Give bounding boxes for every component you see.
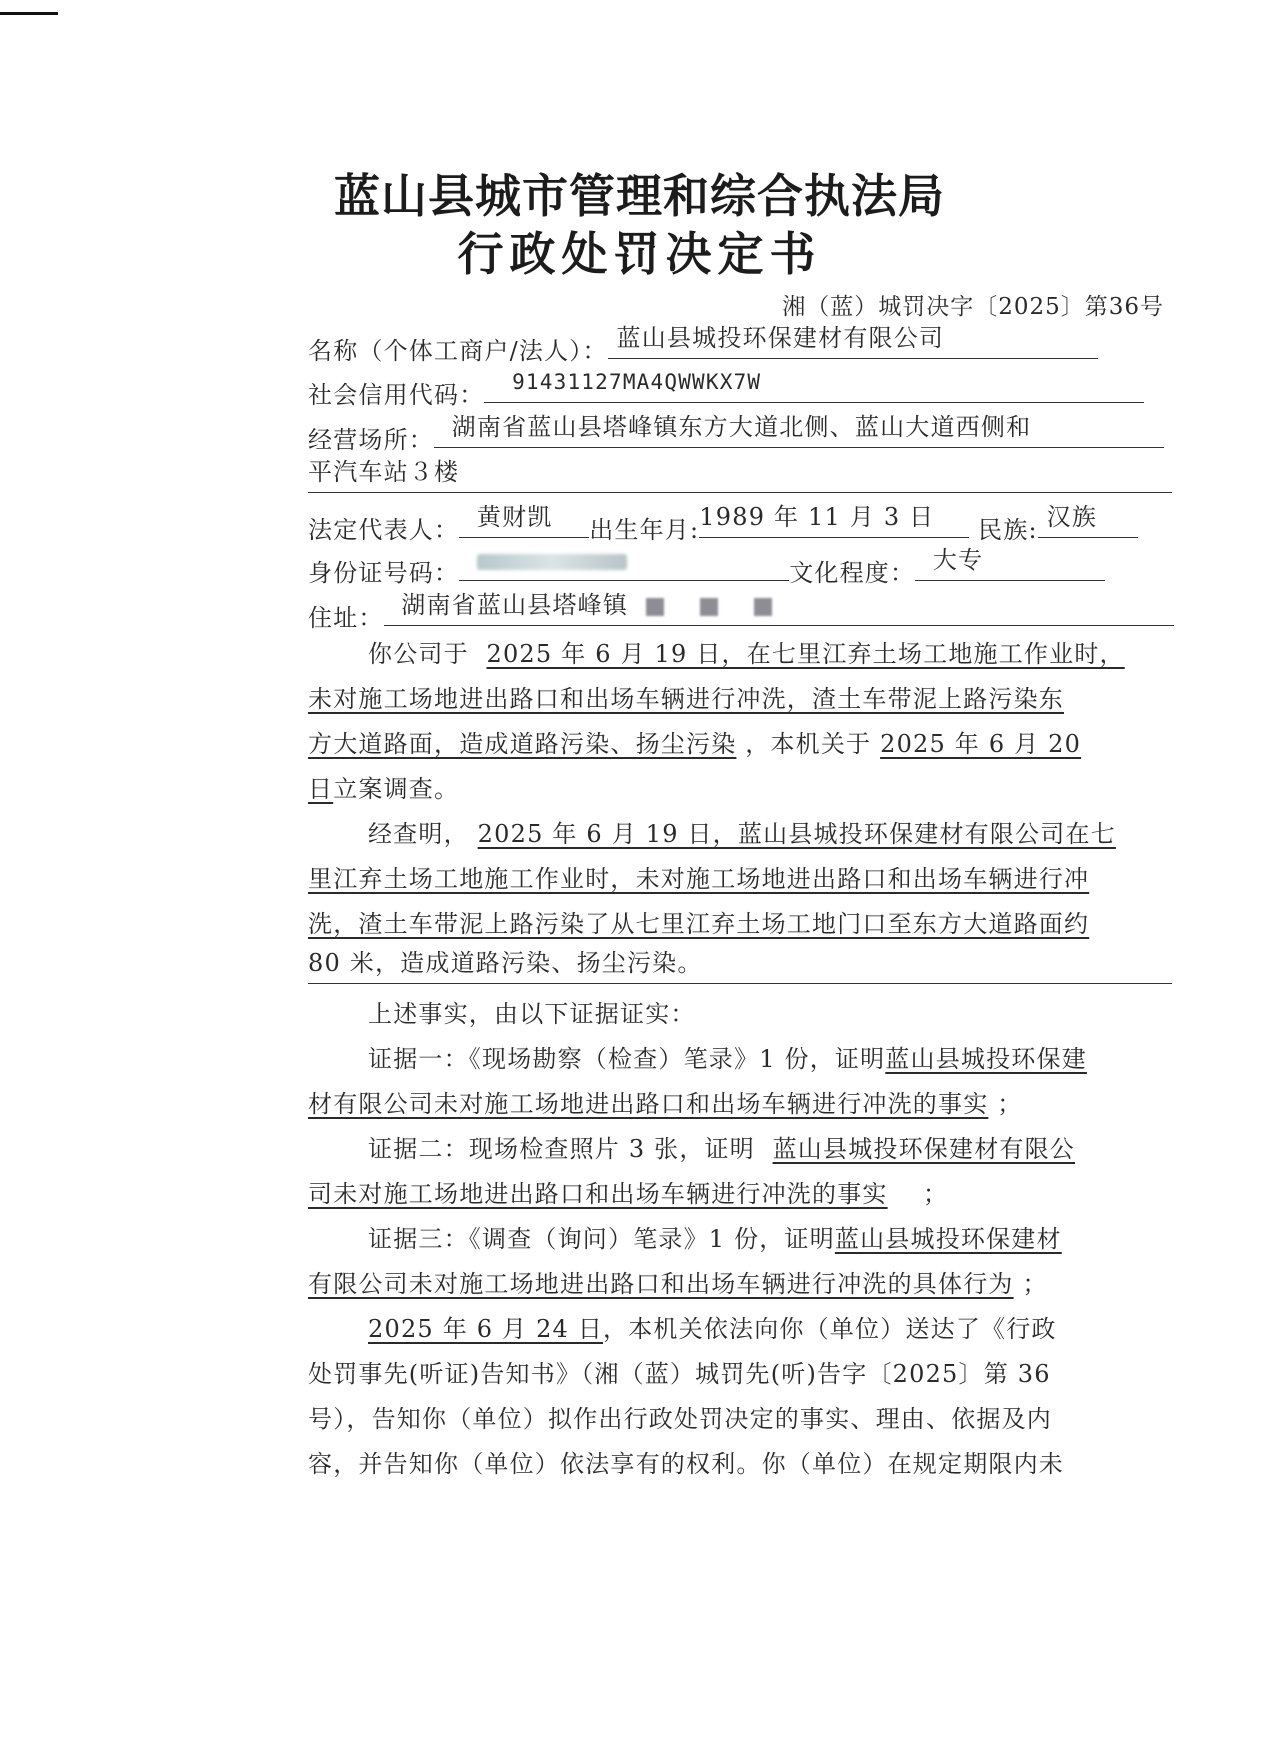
evidence-3-line: 有限公司未对施工场地进出路口和出场车辆进行冲洗的具体行为 ； [308, 1270, 1048, 1298]
paragraph-1-line: 未对施工场地进出路口和出场车辆进行冲洗，渣土车带泥上路污染东 [308, 685, 1064, 713]
field-birth-value: 1989 年 11 月 3 日 [699, 497, 969, 538]
field-addr-label: 住址： [308, 604, 384, 632]
redaction-blur [477, 554, 627, 570]
field-id-label: 身份证号码： [308, 559, 460, 587]
field-rep-value: 黄财凯 [459, 497, 589, 538]
field-place-value-2: 平汽车站３楼 [308, 452, 1172, 493]
field-edu-value: 大专 [915, 540, 1105, 581]
scan-corner-mark [0, 12, 58, 15]
paragraph-2-line: 洗，渣土车带泥上路污染了从七里江弃土场工地门口至东方大道路面约 [308, 910, 1090, 938]
evidence-2-line: 司未对施工场地进出路口和出场车辆进行冲洗的事实 ； [308, 1180, 949, 1208]
field-addr-value: 湖南省蓝山县塔峰镇 [384, 585, 1174, 626]
redaction-blur [700, 598, 718, 616]
field-place-label: 经营场所： [308, 426, 434, 454]
field-name-value: 蓝山县城投环保建材有限公司 [608, 318, 1098, 359]
paragraph-2-line: 经查明， 2025 年 6 月 19 日，蓝山县城投环保建材有限公司在七 [368, 820, 1116, 848]
field-credit-label: 社会信用代码： [308, 381, 485, 409]
redaction-blur [646, 598, 664, 616]
field-place-value-1: 湖南省蓝山县塔峰镇东方大道北侧、蓝山大道西侧和 [434, 407, 1164, 448]
evidence-2-line: 证据二：现场检查照片 3 张，证明 蓝山县城投环保建材有限公 [368, 1135, 1076, 1163]
paragraph-2-line: 80 米，造成道路污染、扬尘污染。 [308, 943, 1174, 995]
paragraph-4-line: 处罚事先(听证)告知书》（湘（蓝）城罚先(听)告字〔2025〕第 36 [308, 1360, 1051, 1388]
field-ethnic-label: 民族: [978, 516, 1038, 544]
field-edu-label: 文化程度： [789, 559, 916, 587]
paragraph-1-line: 你公司于 2025 年 6 月 19 日，在七里江弃土场工地施工作业时， [368, 640, 1125, 668]
evidence-3-line: 证据三：《调查（询问）笔录》1 份，证明蓝山县城投环保建材 [368, 1225, 1062, 1253]
document-title-type: 行政处罚决定书 [457, 227, 822, 281]
field-name-label: 名称（个体工商户/法人）： [308, 337, 608, 365]
document-title-agency: 蓝山县城市管理和综合执法局 [334, 169, 945, 223]
field-rep-label: 法定代表人： [308, 516, 460, 544]
paragraph-1-line: 日立案调查。 [308, 775, 460, 803]
paragraph-4-line: 号），告知你（单位）拟作出行政处罚决定的事实、理由、依据及内 [308, 1405, 1052, 1433]
field-id-value-redacted [459, 540, 789, 581]
paragraph-3-line: 上述事实，由以下证据证实： [368, 1000, 696, 1028]
redaction-blur [754, 598, 772, 616]
evidence-1-line: 证据一：《现场勘察（检查）笔录》1 份，证明蓝山县城投环保建 [368, 1045, 1087, 1073]
paragraph-4-line: 2025 年 6 月 24 日，本机关依法向你（单位）送达了《行政 [368, 1315, 1057, 1343]
field-ethnic-value: 汉族 [1038, 497, 1138, 538]
field-birth-label: 出生年月: [589, 516, 700, 544]
paragraph-1-line: 方大道路面，造成道路污染、扬尘污染 ，本机关于 2025 年 6 月 20 [308, 730, 1082, 758]
paragraph-2-line: 里江弃土场工地施工作业时，未对施工场地进出路口和出场车辆进行冲 [308, 865, 1090, 893]
paragraph-4-line: 容，并告知你（单位）依法享有的权利。你（单位）在规定期限内未 [308, 1450, 1064, 1478]
field-credit-value: 91431127MA4QWWKX7W [484, 362, 1144, 403]
document-number: 湘（蓝）城罚决字〔2025〕第36号 [782, 294, 1164, 320]
evidence-1-line: 材有限公司未对施工场地进出路口和出场车辆进行冲洗的事实 ； [308, 1090, 1023, 1118]
